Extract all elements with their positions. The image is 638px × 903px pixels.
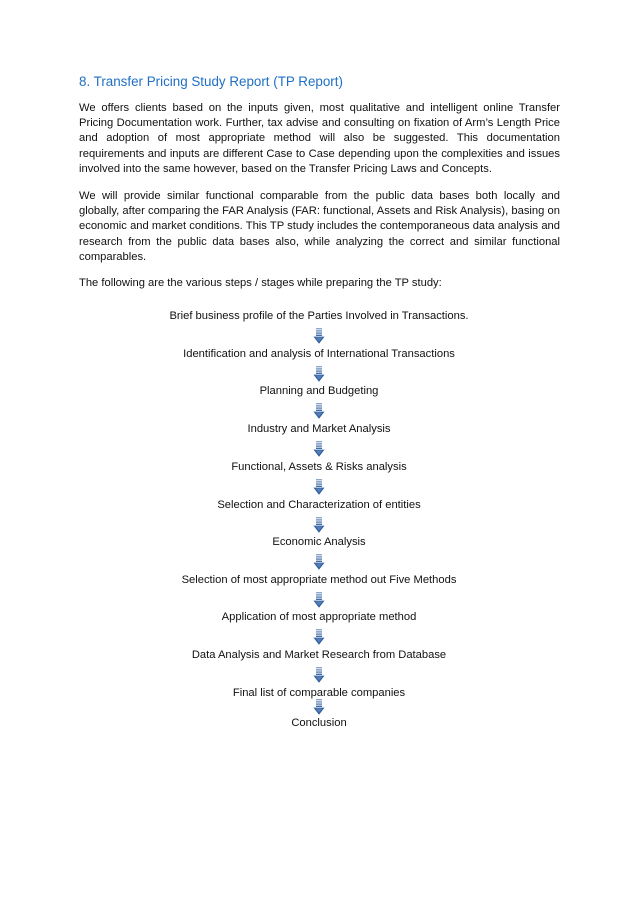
flow-step: Selection and Characterization of entities [217,499,421,511]
down-arrow-icon [312,365,326,383]
flow-step: Conclusion [291,717,347,729]
flow-step: Brief business profile of the Parties Involved in Transactions. [169,310,469,322]
section-heading: 8. Transfer Pricing Study Report (TP Report) [79,74,343,89]
down-arrow-icon [312,698,326,716]
down-arrow-icon [312,666,326,684]
down-arrow-icon [312,553,326,571]
flow-step: Application of most appropriate method [221,611,417,623]
steps-intro-paragraph: The following are the various steps / stages while preparing the TP study: [79,277,442,289]
down-arrow-icon [312,591,326,609]
down-arrow-icon [312,402,326,420]
flow-step: Planning and Budgeting [259,385,379,397]
flow-step: Functional, Assets & Risks analysis [231,461,407,473]
down-arrow-icon [312,628,326,646]
flow-step: Final list of comparable companies [232,687,406,699]
comparables-paragraph: We will provide similar functional comparable from the public data bases both locally and globally, after comparing the FAR Analysis (FAR: functional, Assets and Risk Analysis), basing on economic and market conditions. This TP study includes the contemporaneous data analysis and research from the public data bases also, while analyzing the correct and similar functional comparables. [79,190,560,263]
down-arrow-icon [312,516,326,534]
flow-step: Industry and Market Analysis [247,423,391,435]
down-arrow-icon [312,478,326,496]
down-arrow-icon [312,440,326,458]
flow-step: Selection of most appropriate method out Five Methods [181,574,457,586]
flow-step: Identification and analysis of International Transactions [183,348,455,360]
down-arrow-icon [312,327,326,345]
intro-paragraph: We offers clients based on the inputs given, most qualitative and intelligent online Transfer Pricing Documentation work. Further, tax advise and consulting on fixation of Arm’s Length Price and adoption of most appropriate method will also be suggested. This documentation requirements and inputs are different Case to Case depending upon the complexities and issues involved into the same however, based on the Transfer Pricing Laws and Concepts. [79,102,560,175]
flow-step: Data Analysis and Market Research from Database [191,649,447,661]
flow-step: Economic Analysis [272,536,366,548]
